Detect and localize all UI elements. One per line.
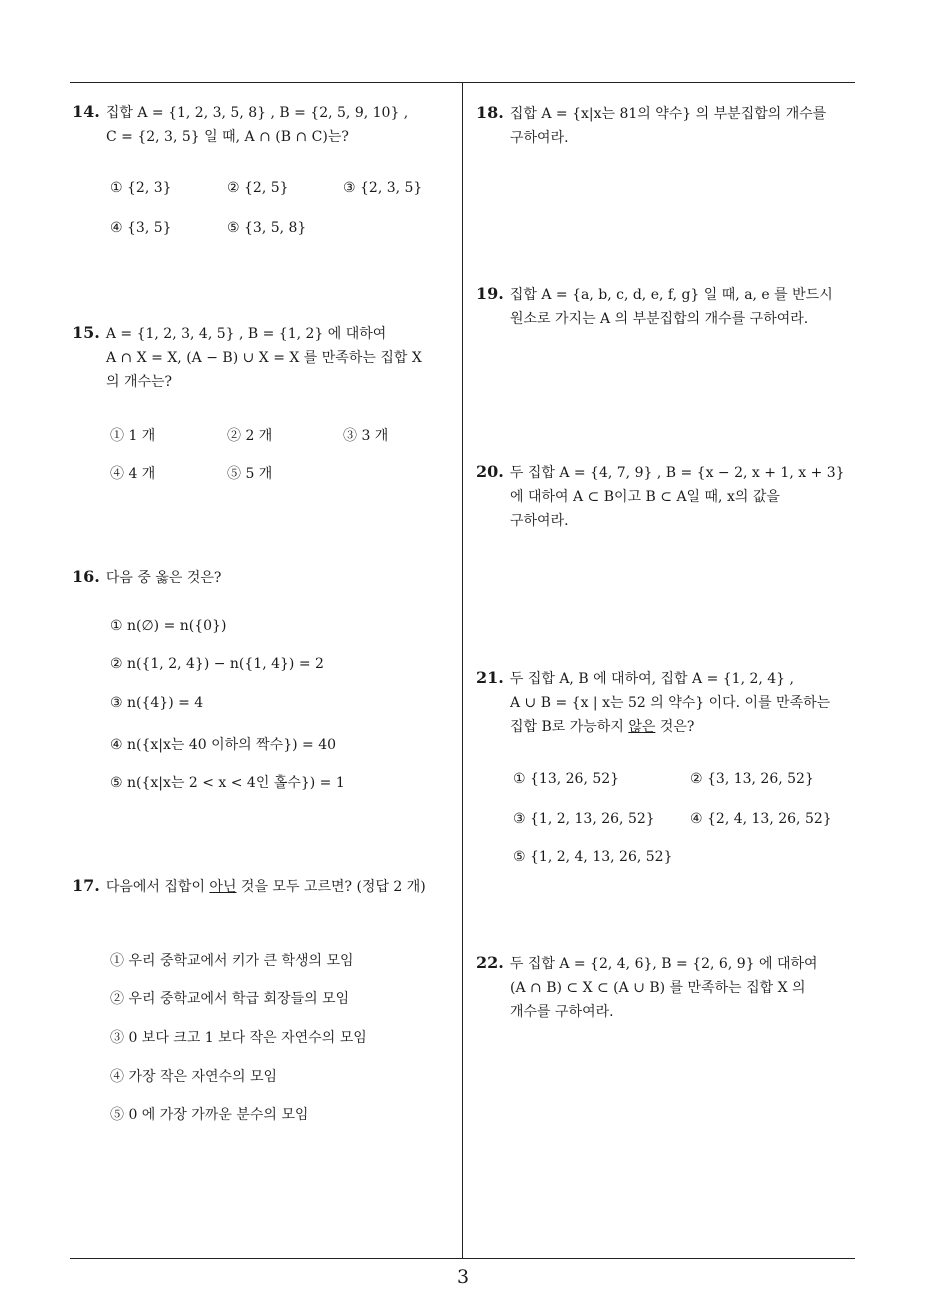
option-5[interactable]: ⑤ {1, 2, 4, 13, 26, 52} xyxy=(513,849,673,865)
question-text: 구하여라. xyxy=(510,130,569,146)
option-1[interactable]: ① {13, 26, 52} xyxy=(513,771,620,787)
option-3[interactable]: ③ 3 개 xyxy=(343,428,389,444)
question-text: 것을 모두 고르면? (정답 2 개) xyxy=(236,879,426,895)
question-number: 16. xyxy=(72,567,100,586)
option-4[interactable]: ④ 가장 작은 자연수의 모임 xyxy=(110,1069,278,1085)
option-5[interactable]: ⑤ 0 에 가장 가까운 분수의 모임 xyxy=(110,1107,309,1123)
option-4[interactable]: ④ 4 개 xyxy=(110,466,156,482)
question-text: 개수를 구하여라. xyxy=(510,1004,614,1020)
question-19 xyxy=(476,282,856,331)
question-text: (A ∩ B) ⊂ X ⊂ (A ∪ B) 를 만족하는 집합 X 의 xyxy=(510,980,806,996)
option-4[interactable]: ④ n({x|x는 40 이하의 짝수}) = 40 xyxy=(110,737,337,753)
question-text: 두 집합 A = {2, 4, 6}, B = {2, 6, 9} 에 대하여 xyxy=(509,956,818,972)
question-text: 구하여라. xyxy=(510,513,569,529)
bottom-rule xyxy=(70,1258,855,1259)
question-number: 14. xyxy=(72,102,100,121)
question-17 xyxy=(72,874,452,899)
option-3[interactable]: ③ {1, 2, 13, 26, 52} xyxy=(513,811,655,827)
option-1[interactable]: ① 우리 중학교에서 키가 큰 학생의 모임 xyxy=(110,953,354,969)
question-text: 것은? xyxy=(655,719,695,735)
underlined-word: 않은 xyxy=(628,719,656,735)
option-3[interactable]: ③ 0 보다 크고 1 보다 작은 자연수의 모임 xyxy=(110,1030,367,1046)
question-text: C = {2, 3, 5} 일 때, A ∩ (B ∩ C)는? xyxy=(106,129,349,145)
option-2[interactable]: ② 2 개 xyxy=(227,428,273,444)
question-number: 19. xyxy=(476,284,504,303)
question-text: 의 개수는? xyxy=(106,374,173,390)
question-14 xyxy=(72,100,452,149)
option-2[interactable]: ② n({1, 2, 4}) − n({1, 4}) = 2 xyxy=(110,656,324,672)
question-text: 다음 중 옳은 것은? xyxy=(105,570,222,586)
question-20 xyxy=(476,460,856,533)
question-text: A ∪ B = {x | x는 52 의 약수} 이다. 이를 만족하는 xyxy=(510,695,831,711)
option-3[interactable]: ③ {2, 3, 5} xyxy=(343,180,423,196)
question-text: 집합 A = {a, b, c, d, e, f, g} 일 때, a, e 를 반드시 xyxy=(509,287,833,303)
question-15 xyxy=(72,321,452,394)
page-number: 3 xyxy=(456,1266,470,1288)
option-1[interactable]: ① n(∅) = n({0}) xyxy=(110,618,227,634)
option-1[interactable]: ① {2, 3} xyxy=(110,180,172,196)
question-text: 두 집합 A, B 에 대하여, 집합 A = {1, 2, 4} , xyxy=(509,671,794,687)
question-21 xyxy=(476,666,856,739)
option-2[interactable]: ② {3, 13, 26, 52} xyxy=(690,771,814,787)
question-text: 원소로 가지는 A 의 부분집합의 개수를 구하여라. xyxy=(510,311,809,327)
question-number: 20. xyxy=(476,462,504,481)
question-text: 집합 B로 가능하지 xyxy=(510,719,629,735)
option-5[interactable]: ⑤ n({x|x는 2 < x < 4인 홀수}) = 1 xyxy=(110,775,345,791)
option-2[interactable]: ② 우리 중학교에서 학급 회장들의 모임 xyxy=(110,991,350,1007)
question-text: 집합 A = {1, 2, 3, 5, 8} , B = {2, 5, 9, 10} , xyxy=(105,105,409,121)
question-number: 17. xyxy=(72,876,100,895)
underlined-word: 아닌 xyxy=(209,879,237,895)
option-3[interactable]: ③ n({4}) = 4 xyxy=(110,695,204,711)
option-4[interactable]: ④ {2, 4, 13, 26, 52} xyxy=(690,811,832,827)
option-5[interactable]: ⑤ {3, 5, 8} xyxy=(227,220,307,236)
option-4[interactable]: ④ {3, 5} xyxy=(110,220,172,236)
question-text: A ∩ X = X, (A − B) ∪ X = X 를 만족하는 집합 X xyxy=(106,350,422,366)
question-number: 21. xyxy=(476,668,504,687)
option-5[interactable]: ⑤ 5 개 xyxy=(227,466,273,482)
option-1[interactable]: ① 1 개 xyxy=(110,428,156,444)
question-number: 15. xyxy=(72,323,100,342)
option-2[interactable]: ② {2, 5} xyxy=(227,180,289,196)
question-text: 두 집합 A = {4, 7, 9} , B = {x − 2, x + 1, x + 3} xyxy=(509,465,845,481)
question-text: 집합 A = {x|x는 81의 약수} 의 부분집합의 개수를 xyxy=(509,106,827,122)
question-16 xyxy=(72,565,452,590)
column-divider xyxy=(462,82,463,1258)
question-22 xyxy=(476,951,856,1024)
question-text: 다음에서 집합이 xyxy=(105,879,210,895)
question-text: A = {1, 2, 3, 4, 5} , B = {1, 2} 에 대하여 xyxy=(105,326,387,342)
question-number: 18. xyxy=(476,103,504,122)
question-18 xyxy=(476,101,856,150)
question-text: 에 대하여 A ⊂ B이고 B ⊂ A일 때, x의 값을 xyxy=(510,489,780,505)
question-number: 22. xyxy=(476,953,504,972)
